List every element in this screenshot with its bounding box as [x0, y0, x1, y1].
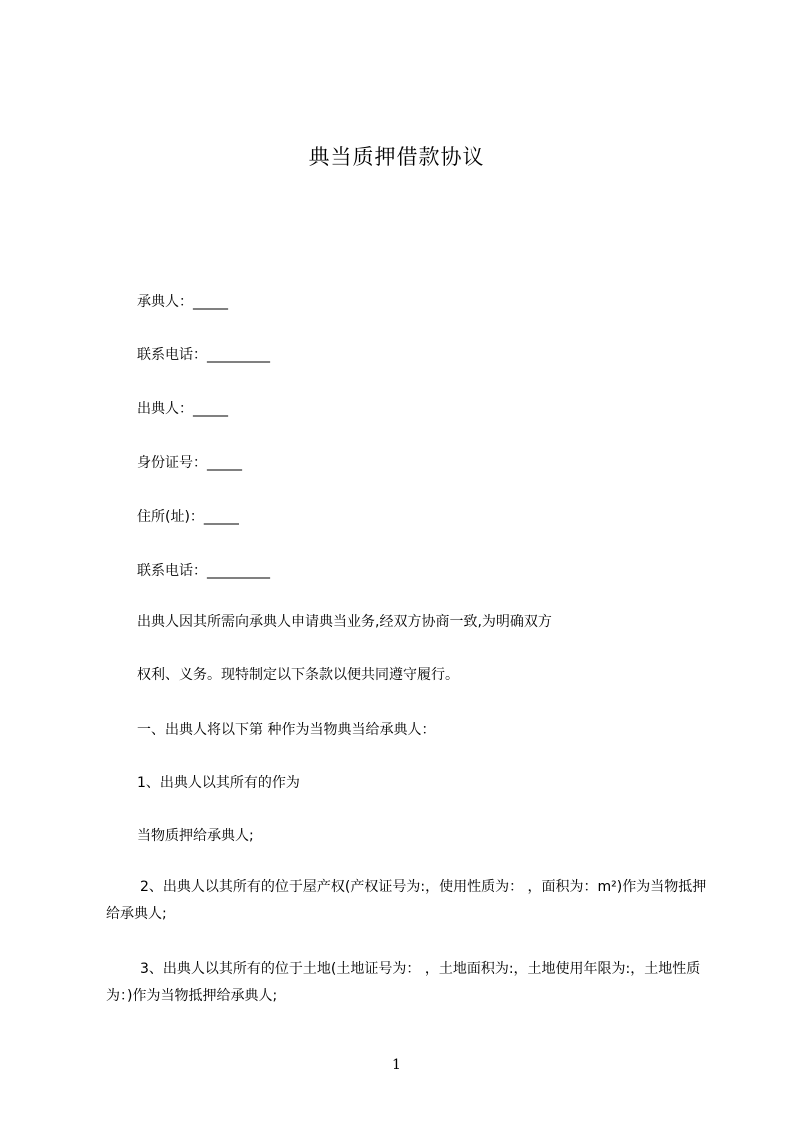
pawnor-field: 出典人：_____	[137, 401, 228, 417]
item-2-paragraph: 2、出典人以其所有的位于屋产权(产权证号为:，使用性质为： ，面积为：m²)作为当物抵押给承典人;	[106, 879, 707, 922]
id-number-field: 身份证号：_____	[137, 455, 242, 471]
item-1-line-2: 当物质押给承典人;	[137, 828, 254, 844]
document-title: 典当质押借款协议	[308, 145, 485, 169]
address-field: 住所(址)：_____	[137, 509, 239, 525]
intro-line-2: 权利、义务。现特制定以下条款以便共同遵守履行。	[137, 667, 459, 683]
pawnee-field: 承典人：_____	[137, 294, 228, 310]
clause-1-heading: 一、出典人将以下第 种作为当物典当给承典人：	[137, 722, 436, 738]
pawnor-phone-field: 联系电话：_________	[137, 563, 270, 579]
item-1-line-1: 1、出典人以其所有的作为	[137, 775, 300, 791]
intro-line-1: 出典人因其所需向承典人申请典当业务,经双方协商一致,为明确双方	[137, 614, 552, 630]
page-number: 1	[392, 1057, 401, 1073]
item-3-paragraph: 3、出典人以其所有的位于土地(土地证号为： ，土地面积为:，土地使用年限为:，土地性质为：)作为当物抵押给承典人;	[106, 961, 701, 1004]
pawnee-phone-field: 联系电话：_________	[137, 347, 270, 363]
